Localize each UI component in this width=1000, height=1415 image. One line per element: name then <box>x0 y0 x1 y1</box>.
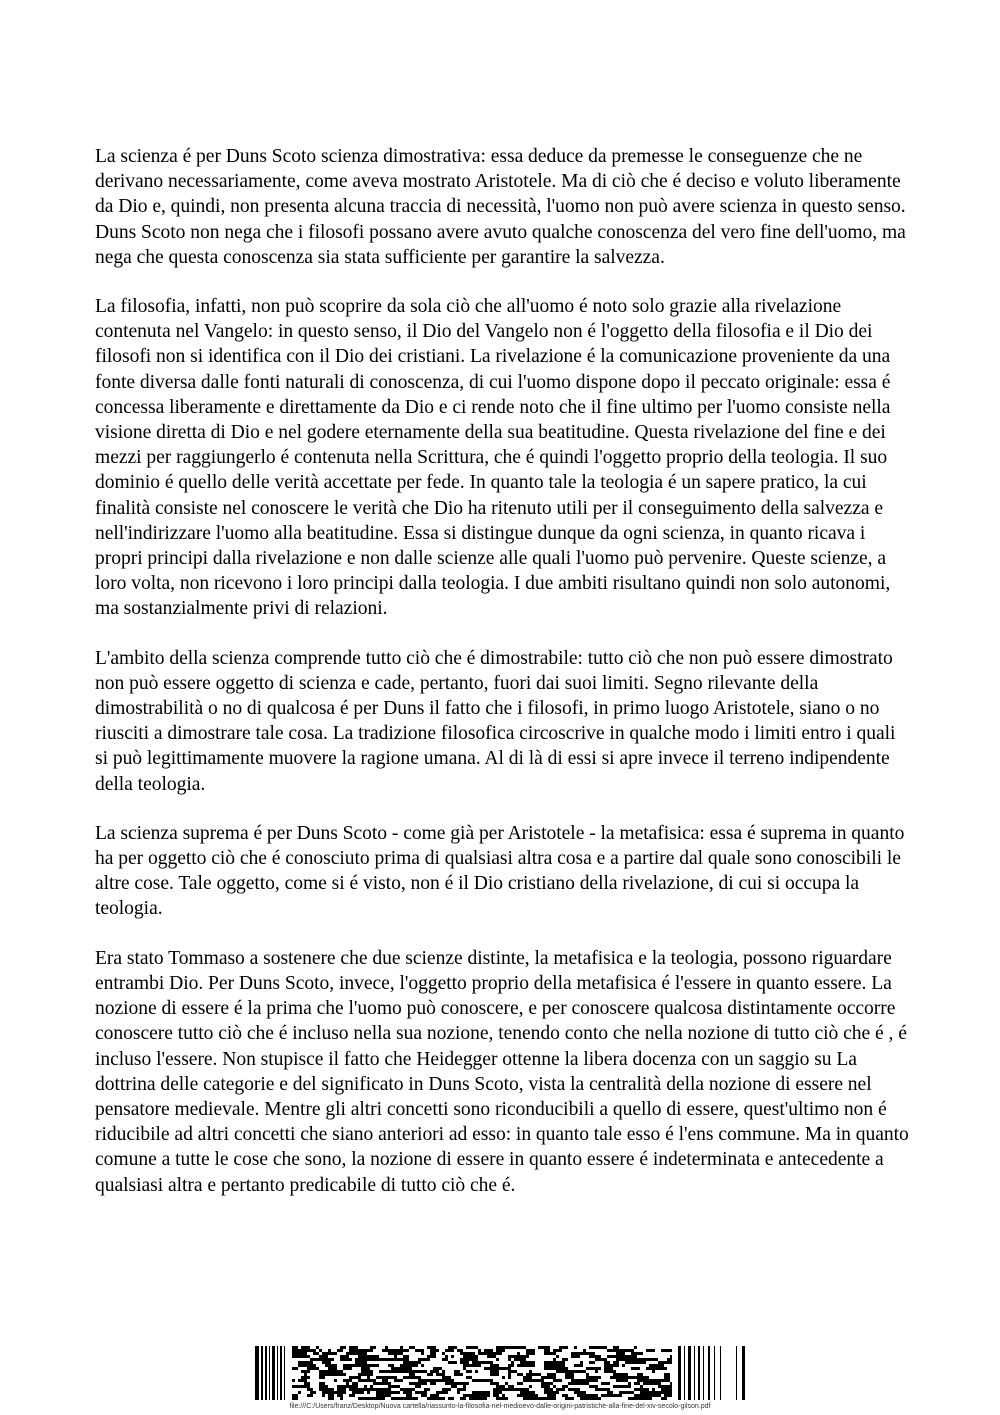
barcode-image <box>250 1346 750 1402</box>
paragraph-ambito-scienza: L'ambito della scienza comprende tutto ciò che é dimostrabile: tutto ciò che non può essere dimostrato non può essere oggetto di scienza e cade, pertanto, fuori dai suoi limiti. Segno rilevante della dimostrabilità o no di qualcosa é per Duns il fatto che i filosofi, in primo luogo Aristotele, siano o no riusciti a dimostrare tale cosa. La tradizione filosofica circoscrive in qualche modo i limiti entro i quali si può legittimamente muovere la ragione umana. Al di là di essi si apre invece il terreno indipendente della teologia. <box>95 647 896 795</box>
paragraph-scienza-suprema: La scienza suprema é per Duns Scoto - come già per Aristotele - la metafisica: essa é suprema in quanto ha per oggetto ciò che é conosciuto prima di qualsiasi altra cosa e a partire dal quale sono conoscibili le altre cose. Tale oggetto, come si é visto, non é il Dio cristiano della rivelazione, di cui si occupa la teologia. <box>95 822 905 920</box>
paragraph-filosofia-rivelazione: La filosofia, infatti, non può scoprire da sola ciò che all'uomo é noto solo grazie alla rivelazione contenuta nel Vangelo: in questo senso, il Dio del Vangelo non é l'oggetto della filosofia e il Dio dei filosofi non si identifica con il Dio dei cristiani. La rivelazione é la comunicazione proveniente da una fonte diversa dalle fonti naturali di conoscenza, di cui l'uomo dispone dopo il peccato originale: essa é concessa liberamente e direttamente da Dio e ci rende noto che il fine ultimo per l'uomo consiste nella visione diretta di Dio e nel godere eternamente della sua beatitudine. Questa rivelazione del fine e dei mezzi per raggiungerlo é contenuta nella Scrittura, che é quindi l'oggetto proprio della teologia. Il suo dominio é quello delle verità accettate per fede. In quanto tale la teologia é un sapere pratico, la cui finalità consiste nel conoscere le verità che Dio ha ritenuto utili per il conseguimento della salvezza e nell'indirizzare l'uomo alla beatitudine. Essa si distingue dunque da ogni scienza, in quanto ricava i propri principi dalla rivelazione e non dalle scienze alle quali l'uomo può pervenire. Queste scienze, a loro volta, non ricevono i loro principi dalla teologia. I due ambiti risultano quindi non solo autonomi, ma sostanzialmente privi di relazioni. <box>95 296 891 620</box>
footer-file-path: file:///C:/Users/franz/Desktop/Nuova cartella/riassunto-la-filosofia-nel-medioevo-dalle-origini-patristiche-alla-fine-del-xiv-secolo-gilson.pdf <box>289 1403 711 1410</box>
paragraph-scienza-dimostrativa: La scienza é per Duns Scoto scienza dimostrativa: essa deduce da premesse le conseguenze che ne derivano necessariamente, come aveva mostrato Aristotele. Ma di ciò che é deciso e voluto liberamente da Dio e, quindi, non presenta alcuna traccia di necessità, l'uomo non può avere scienza in questo senso. Duns Scoto non nega che i filosofi possano avere avuto qualche conoscenza del vero fine dell'uomo, ma nega che questa conoscenza sia stata sufficiente per garantire la salvezza. <box>95 146 906 268</box>
barcode <box>250 1346 750 1402</box>
document-body <box>95 144 910 1222</box>
paragraph-essere-in-quanto-essere: Era stato Tommaso a sostenere che due scienze distinte, la metafisica e la teologia, possono riguardare entrambi Dio. Per Duns Scoto, invece, l'oggetto proprio della metafisica é l'essere in quanto essere. La nozione di essere é la prima che l'uomo può conoscere, e per conoscere qualcosa distintamente occorre conoscere tutto ciò che é incluso nella sua nozione, tenendo conto che nella nozione di tutto ciò che é , é incluso l'essere. Non stupisce il fatto che Heidegger ottenne la libera docenza con un saggio su La dottrina delle categorie e del significato in Duns Scoto, vista la centralità della nozione di essere nel pensatore medievale. Mentre gli altri concetti sono riconducibili a quello di essere, quest'ultimo non é riducibile ad altri concetti che siano anteriori ad esso: in quanto tale esso é l'ens commune. Ma in quanto comune a tutte le cose che sono, la nozione di essere in quanto essere é indeterminata e antecedente a qualsiasi altra e pertanto predicabile di tutto ciò che é. <box>95 947 909 1196</box>
